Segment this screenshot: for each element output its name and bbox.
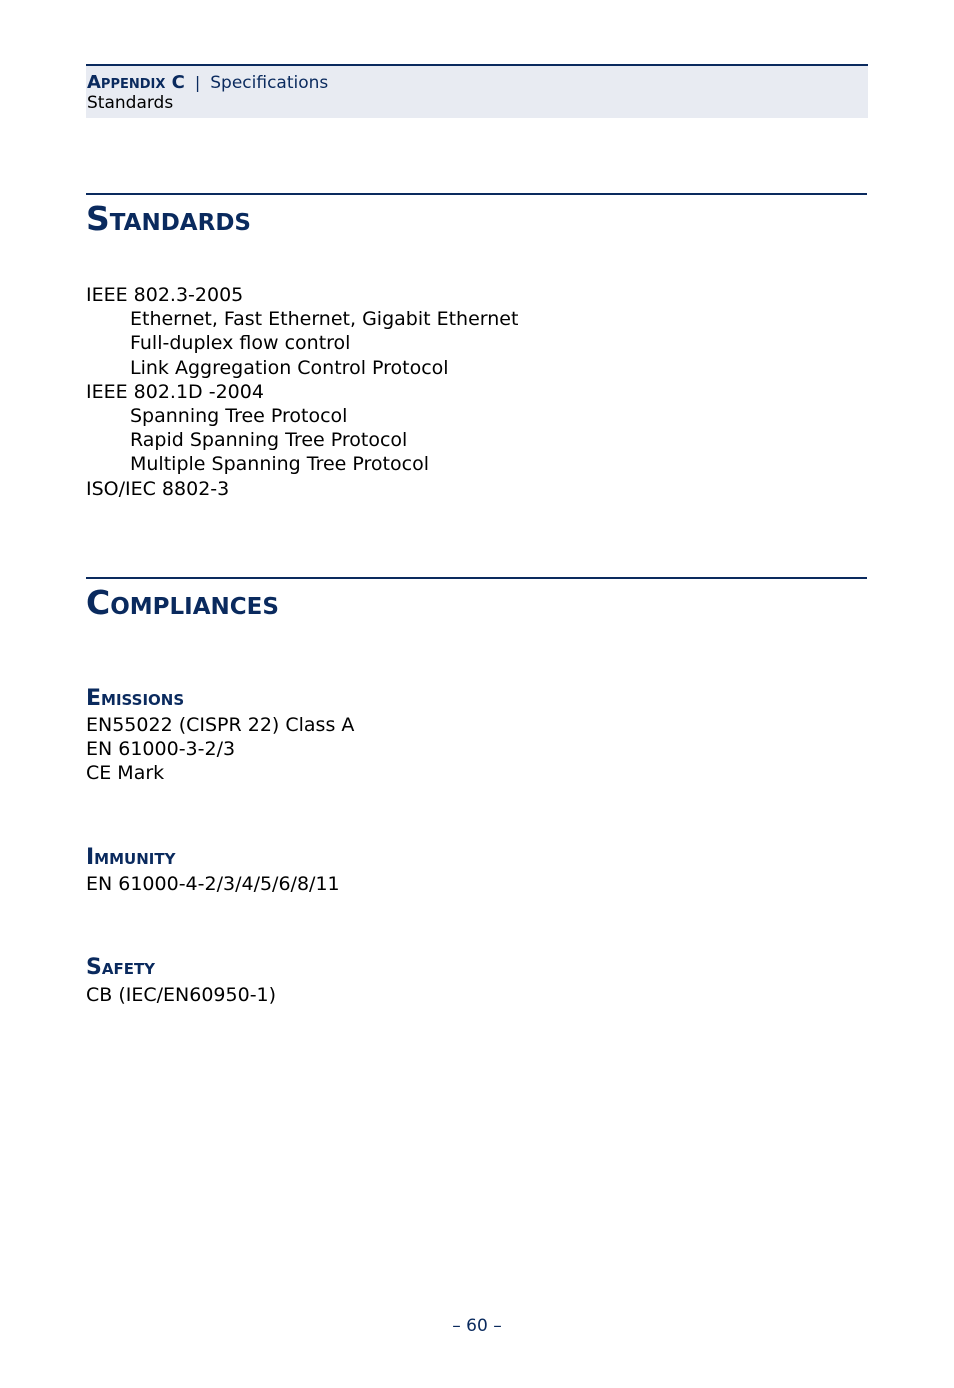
safety-heading: Safety [86,955,156,980]
standards-list-item: IEEE 802.3-2005 [86,284,244,306]
header-appendix-label: Appendix C [87,72,185,93]
header-section-name: Standards [87,93,174,113]
immunity-list-item: EN 61000-4-2/3/4/5/6/8/11 [86,873,340,895]
standards-list-item: Link Aggregation Control Protocol [130,356,449,379]
standards-list-item: Multiple Spanning Tree Protocol [130,453,429,476]
header-separator: | [194,73,201,92]
standards-list [86,283,518,501]
compliances-heading: Compliances [86,583,279,622]
safety-list-item: CB (IEC/EN60950-1) [86,984,277,1006]
header-chapter-link[interactable]: Specifications [210,73,329,93]
standards-divider [86,193,867,195]
standards-heading: Standards [86,199,251,238]
standards-list-item: IEEE 802.1D -2004 [86,380,264,403]
emissions-list [86,713,354,786]
emissions-heading: Emissions [86,686,185,711]
standards-list-item: Rapid Spanning Tree Protocol [130,429,408,452]
running-header [86,64,868,118]
standards-list-item: Full-duplex flow control [130,332,351,355]
immunity-heading: Immunity [86,845,176,870]
standards-list-item: ISO/IEC 8802-3 [86,477,230,500]
emissions-list-item: CE Mark [86,762,165,785]
header-breadcrumb [87,72,328,93]
standards-list-item: Ethernet, Fast Ethernet, Gigabit Ethernet [130,308,519,331]
page-number: – 60 – [452,1316,502,1336]
emissions-list-item: EN55022 (CISPR 22) Class A [86,714,355,736]
emissions-list-item: EN 61000-3-2/3 [86,738,236,761]
immunity-list [86,872,340,896]
standards-list-item: Spanning Tree Protocol [130,405,348,428]
compliances-divider [86,577,867,579]
safety-list [86,983,276,1007]
